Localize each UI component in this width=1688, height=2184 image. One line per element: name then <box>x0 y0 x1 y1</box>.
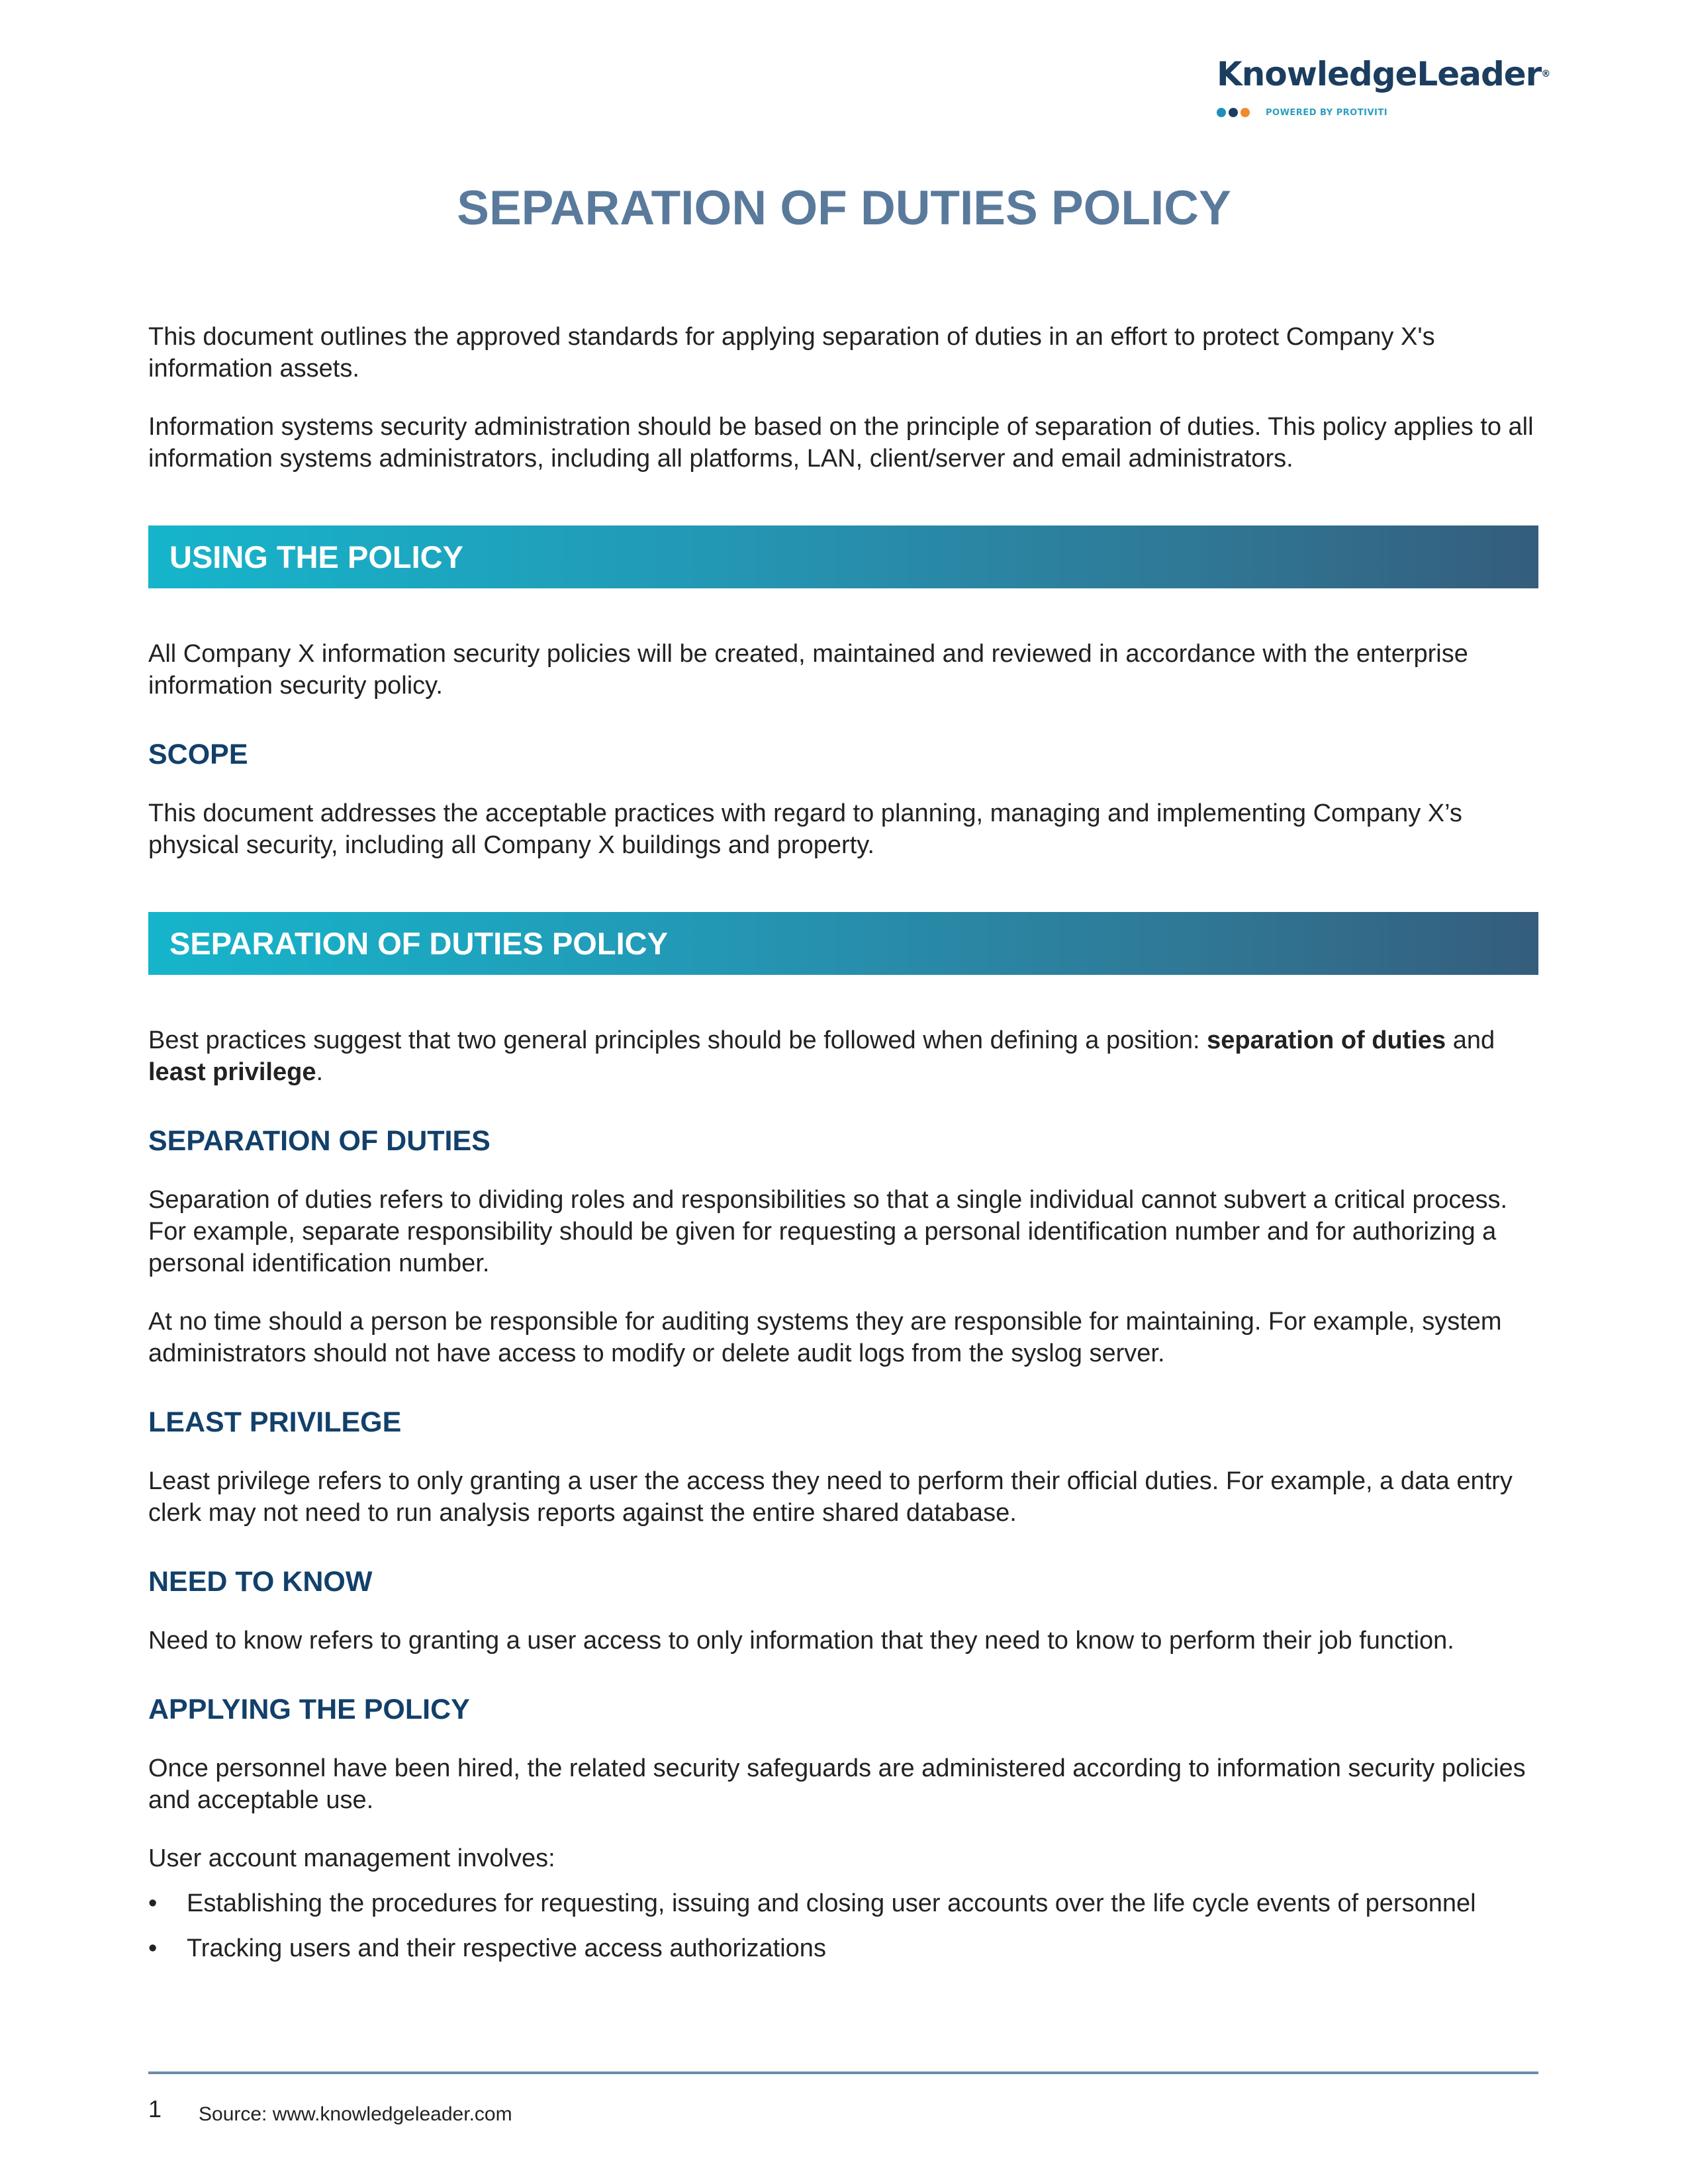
list-item: • Tracking users and their respective access authorizations <box>148 1933 1538 1964</box>
bullet-icon: • <box>148 1889 158 1917</box>
bullet-icon: • <box>148 1934 158 1962</box>
section-banner-using-the-policy: USING THE POLICY <box>148 525 1538 588</box>
need-to-know-paragraph: Need to know refers to granting a user access to only information that they need to know to perform their job function. <box>148 1627 1454 1655</box>
section-banner-separation-of-duties-policy: SEPARATION OF DUTIES POLICY <box>148 912 1538 975</box>
heading-scope: SCOPE <box>148 739 248 770</box>
heading-separation-of-duties: SEPARATION OF DUTIES <box>148 1125 491 1157</box>
separation-paragraph-1: Separation of duties refers to dividing roles and responsibilities so that a single individual cannot subvert a critical process. For example, separate responsibility should be given for requesting a personal identification number and for authorizing a personal identification number. <box>148 1186 1508 1277</box>
document-title: SEPARATION OF DUTIES POLICY <box>457 181 1231 235</box>
knowledgeleader-logo[interactable] <box>1217 54 1551 127</box>
logo-dot-navy-icon <box>1229 108 1238 117</box>
heading-applying-the-policy: APPLYING THE POLICY <box>148 1694 470 1725</box>
intro-paragraph-1: This document outlines the approved standards for applying separation of duties in an effort to protect Company X's information assets. <box>148 323 1435 383</box>
term-least-privilege: least privilege <box>148 1058 316 1086</box>
logo-dot-orange-icon <box>1241 108 1250 117</box>
logo-wordmark: KnowledgeLeader® <box>1217 55 1551 93</box>
list-item: • Establishing the procedures for requesting, issuing and closing user accounts over the life cycle events of personnel <box>148 1888 1538 1919</box>
term-separation-of-duties: separation of duties <box>1207 1026 1446 1054</box>
applying-paragraph-1: Once personnel have been hired, the related security safeguards are administered according to information security policies and acceptable use. <box>148 1754 1526 1814</box>
page-number: 1 <box>148 2095 162 2122</box>
intro-paragraph-2: Information systems security administration should be based on the principle of separation of duties. This policy applies to all information systems administrators, including all platforms, LAN, client/server and email administrators. <box>148 413 1534 473</box>
logo-subline <box>1217 106 1387 119</box>
footer-divider <box>148 2071 1538 2074</box>
heading-need-to-know: NEED TO KNOW <box>148 1566 373 1598</box>
sod-policy-paragraph: Best practices suggest that two general principles should be followed when defining a position: separation of duties and least privilege. <box>148 1026 1495 1086</box>
separation-paragraph-2: At no time should a person be responsible for auditing systems they are responsible for maintaining. For example, system administrators should not have access to modify or delete audit logs from the syslog server. <box>148 1308 1502 1367</box>
document-body <box>148 321 1538 1964</box>
user-account-management-list <box>148 1888 1538 1964</box>
logo-tagline: POWERED BY PROTIVITI <box>1266 107 1388 118</box>
applying-paragraph-2: User account management involves: <box>148 1844 555 1872</box>
heading-least-privilege: LEAST PRIVILEGE <box>148 1406 402 1438</box>
scope-paragraph: This document addresses the acceptable practices with regard to planning, managing and implementing Company X’s physical security, including all Company X buildings and property. <box>148 799 1462 859</box>
logo-dot-blue-icon <box>1217 108 1226 117</box>
using-policy-paragraph: All Company X information security policies will be created, maintained and reviewed in accordance with the enterprise information security policy. <box>148 640 1468 700</box>
least-privilege-paragraph: Least privilege refers to only granting a user the access they need to perform their official duties. For example, a data entry clerk may not need to run analysis reports against the entire shared database. <box>148 1467 1513 1527</box>
logo-trademark: ® <box>1541 69 1551 79</box>
footer-source: Source: www.knowledgeleader.com <box>199 2103 512 2125</box>
